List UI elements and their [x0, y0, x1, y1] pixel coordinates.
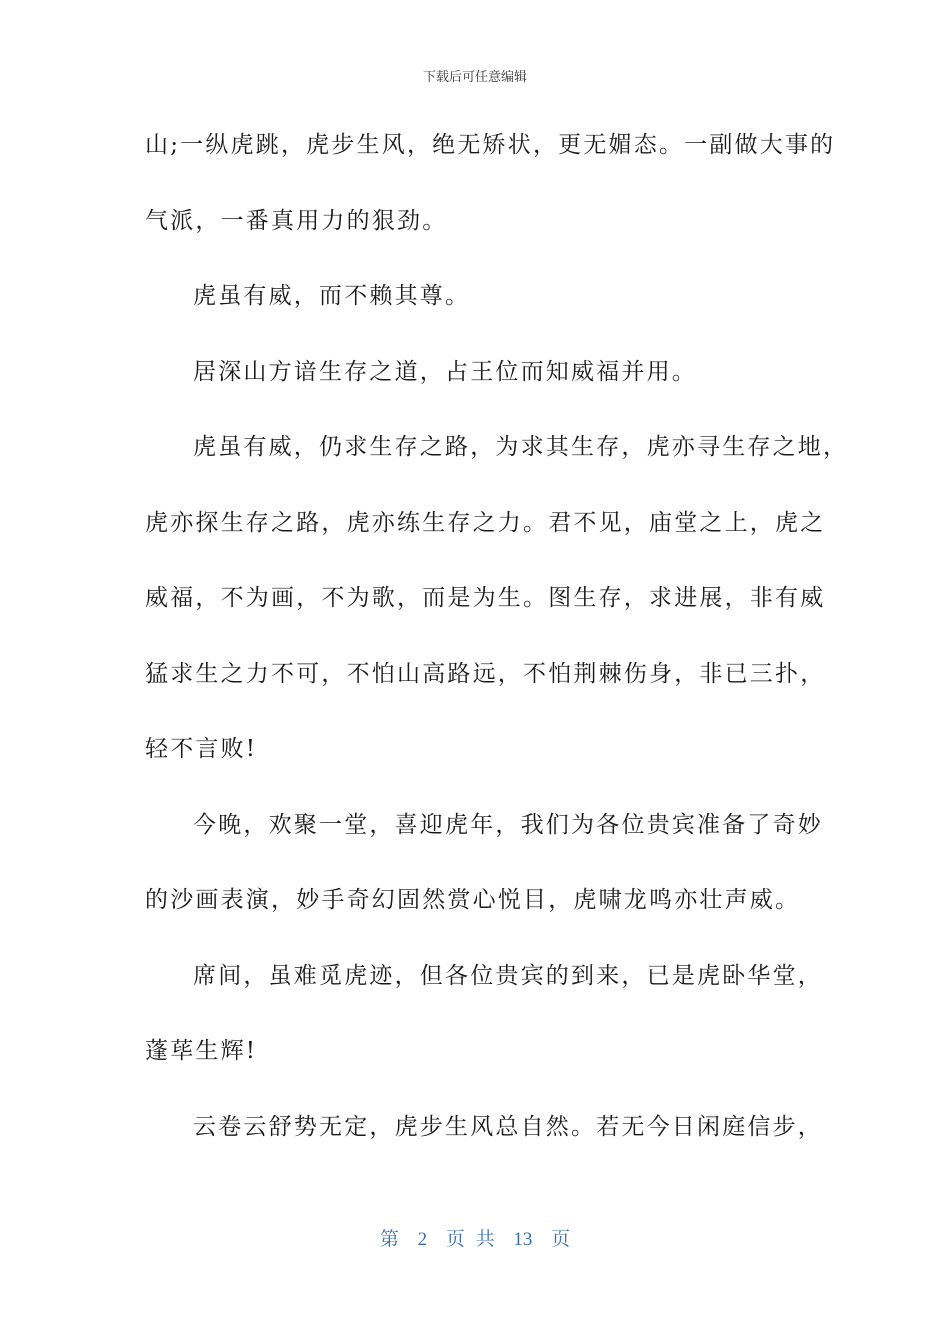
footer-suffix: 页 [551, 1229, 571, 1250]
page-footer [0, 1224, 950, 1251]
text-line-3: 虎虽有威，而不赖其尊。 [193, 283, 471, 309]
document-body [145, 122, 849, 1179]
text-line-6: 虎亦探生存之路，虎亦练生存之力。君不见，庙堂之上，虎之 [145, 509, 826, 536]
text-line-1: 山;一纵虎跳，虎步生风，绝无矫状，更无媚态。一副做大事的 [145, 132, 836, 158]
text-line-4: 居深山方谙生存之道，占王位而知威福并用。 [193, 358, 697, 385]
text-line-14: 云卷云舒势无定，虎步生风总自然。若无今日闲庭信步， [193, 1113, 823, 1140]
text-line-7: 威福，不为画，不为歌，而是为生。图生存，求进展，非有威 [145, 585, 826, 611]
footer-prefix: 第 [379, 1229, 399, 1250]
footer-middle: 页 共 [445, 1229, 495, 1250]
text-line-13: 蓬荜生辉! [145, 1038, 258, 1064]
text-line-2: 气派，一番真用力的狠劲。 [145, 207, 448, 234]
text-line-11: 的沙画表演，妙手奇幻固然赏心悦目，虎啸龙鸣亦壮声威。 [145, 887, 801, 913]
page-header: 下载后可任意编辑 [422, 70, 527, 85]
current-page-number: 2 [417, 1229, 428, 1250]
text-line-10: 今晚，欢聚一堂，喜迎虎年，我们为各位贵宾准备了奇妙 [193, 811, 823, 838]
text-line-12: 席间，虽难觅虎迹，但各位贵宾的到来，已是虎卧华堂， [193, 962, 823, 989]
total-pages-number: 13 [513, 1229, 533, 1250]
text-line-8: 猛求生之力不可，不怕山高路远，不怕荆棘伤身，非已三扑， [145, 660, 826, 687]
text-line-5: 虎虽有威，仍求生存之路，为求其生存，虎亦寻生存之地， [193, 434, 849, 460]
text-line-9: 轻不言败! [145, 736, 258, 762]
